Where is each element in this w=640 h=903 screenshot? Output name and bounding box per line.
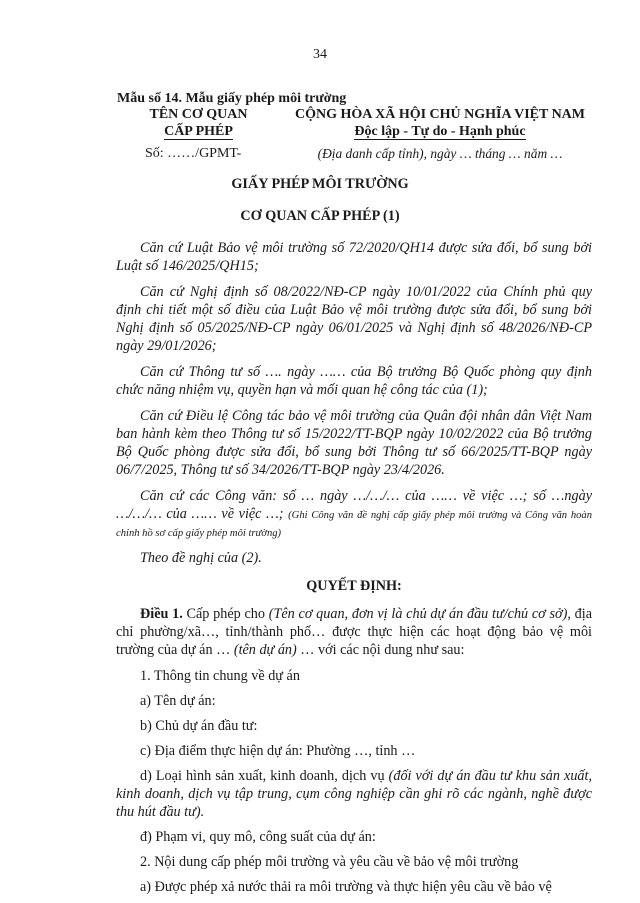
preamble-paragraph: Căn cứ Luật Bảo vệ môi trường số 72/2020/QH14 được sửa đổi, bổ sung bởi Luật số 146/2025/QH15; <box>116 240 592 274</box>
form-title: Mẫu số 14. Mẫu giấy phép môi trường <box>117 91 347 106</box>
preamble-paragraph: Theo đề nghị của (2). <box>140 550 262 566</box>
preamble-paragraph: Căn cứ Thông tư số …. ngày …… của Bộ trưởng Bộ Quốc phòng quy định chức năng nhiệm vụ, quyền hạn và mối quan hệ công tác của (1); <box>116 364 592 398</box>
list-item: 1. Thông tin chung về dự án <box>140 668 300 684</box>
preamble-paragraph <box>116 487 592 541</box>
document-title: GIẤY PHÉP MÔI TRƯỜNG <box>231 176 409 192</box>
decision-heading: QUYẾT ĐỊNH: <box>306 578 402 594</box>
list-item <box>116 767 592 821</box>
agency-name-line2: CẤP PHÉP <box>164 124 233 139</box>
list-item: c) Địa điểm thực hiện dự án: Phường …, tỉnh … <box>140 743 416 759</box>
article-text: … với các nội dung như sau: <box>296 642 465 658</box>
list-item-text: d) Loại hình sản xuất, kinh doanh, dịch vụ <box>140 768 389 784</box>
preamble-paragraph: Căn cứ Điều lệ Công tác bảo vệ môi trường của Quân đội nhân dân Việt Nam ban hành kèm theo Thông tư số 15/2022/TT-BQP ngày 10/02/2022 của Bộ trưởng Bộ Quốc phòng được sửa đổi, bổ sung bởi Thông tư số 66/2025/TT-BQP ngày 06/7/2025, Thông tư số 34/2026/TT-BQP ngày 23/4/2026. <box>116 408 592 478</box>
article-text-italic: (tên dự án) <box>233 642 297 658</box>
preamble-paragraph: Căn cứ Nghị định số 08/2022/NĐ-CP ngày 10/01/2022 của Chính phủ quy định chi tiết một số điều của Luật Bảo vệ môi trường được sửa đổi, bổ sung bởi Nghị định số 05/2025/NĐ-CP ngày 06/01/2025 và Nghị định số 48/2026/NĐ-CP ngày 29/01/2026; <box>116 284 592 354</box>
place-date: (Địa danh cấp tỉnh), ngày … tháng … năm … <box>317 146 563 161</box>
issuing-agency-block <box>116 106 281 140</box>
list-item: b) Chủ dự án đầu tư: <box>140 718 258 734</box>
article-text: , địa chỉ phường/xã…, tỉnh/thành phố… được thực hiện các hoạt động bảo vệ môi trường của dự án … <box>116 606 592 658</box>
article-text-italic: (Tên cơ quan, đơn vị là chủ dự án đầu tư/chủ cơ sở) <box>268 606 568 622</box>
list-item: a) Được phép xả nước thải ra môi trường và thực hiện yêu cầu về bảo vệ <box>140 879 552 895</box>
document-body <box>116 239 592 903</box>
list-item: 2. Nội dung cấp phép môi trường và yêu cầu về bảo vệ môi trường <box>140 854 519 870</box>
page-number: 34 <box>313 47 327 62</box>
national-title: CỘNG HÒA XÃ HỘI CHỦ NGHĨA VIỆT NAM <box>294 107 585 122</box>
national-header-block <box>290 106 590 140</box>
issuing-agency-title: CƠ QUAN CẤP PHÉP (1) <box>240 208 400 224</box>
article-text: Cấp phép cho <box>182 606 269 622</box>
list-item-note: (đối với dự án đầu tư khu sản xuất, kinh doanh, dịch vụ tập trung, cụm công nghiệp cần ghi rõ các ngành, nghề được thu hút đầu tư). <box>116 768 593 820</box>
agency-name-line1: TÊN CƠ QUAN <box>149 107 248 122</box>
list-item: đ) Phạm vi, quy mô, công suất của dự án: <box>140 829 376 845</box>
article-1 <box>116 605 592 659</box>
preamble-text: Căn cứ các Công văn: số … ngày …/…/… của …… về việc …; số …ngày …/…/… của …… về việc …; <box>116 488 592 522</box>
document-number: Số: ……/GPMT- <box>145 146 242 161</box>
list-item: a) Tên dự án: <box>140 693 216 709</box>
preamble-note: (Ghi Công văn đề nghị cấp giấy phép môi trường và Công văn hoàn chỉnh hồ sơ cấp giấy phép môi trường) <box>116 510 593 539</box>
article-label: Điều 1. <box>140 606 183 622</box>
national-motto: Độc lập - Tự do - Hạnh phúc <box>354 124 526 139</box>
